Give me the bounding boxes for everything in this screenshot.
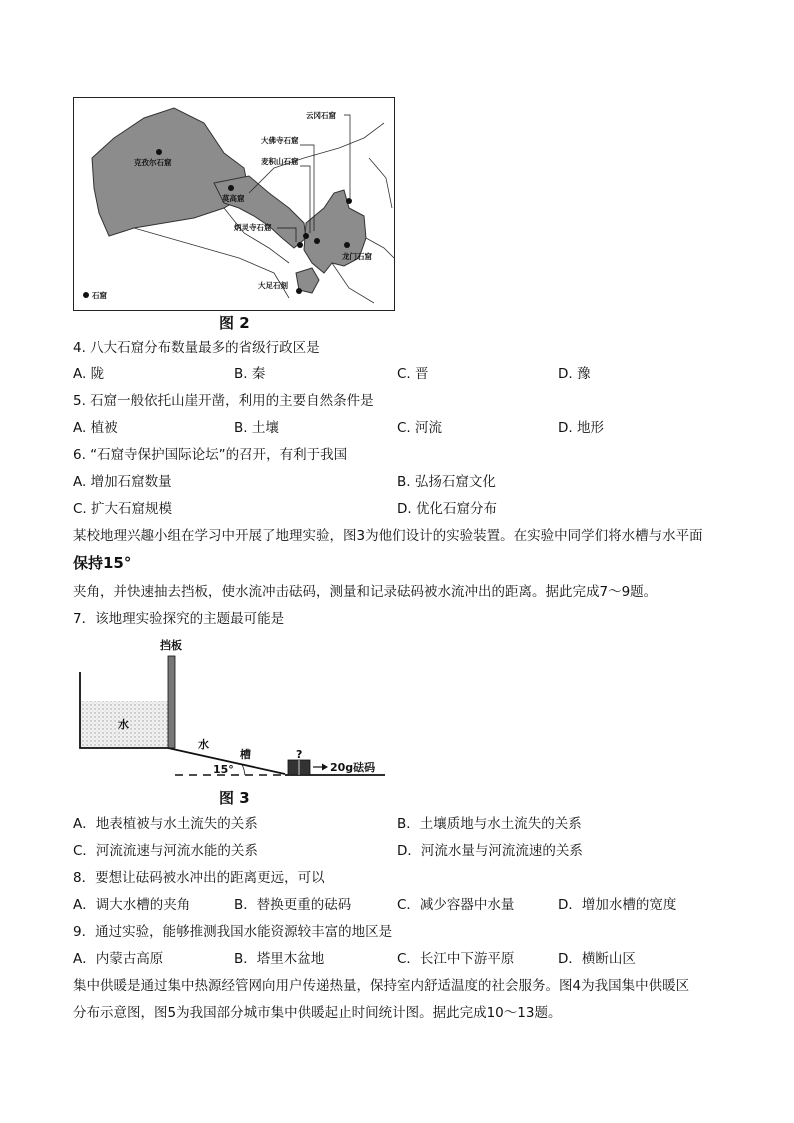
- figure3-label: 图 3: [219, 789, 250, 807]
- q6-stem: 6. “石窟寺保护国际论坛”的召开，有利于我国: [73, 447, 348, 463]
- baffle: [168, 656, 175, 748]
- q6-option-a[interactable]: A. 增加石窟数量: [73, 474, 172, 490]
- q9-stem: 9．通过实验，能够推测我国水能资源较丰富的地区是: [73, 924, 393, 940]
- baffle-label: 挡板: [160, 639, 182, 652]
- legend-label: 石窟: [92, 291, 107, 300]
- mogao-label: 莫高窟: [222, 194, 245, 203]
- q5-option-b[interactable]: B. 土壤: [234, 420, 279, 436]
- q4-option-c[interactable]: C. 晋: [397, 366, 429, 382]
- trough-label-1: 水: [198, 738, 209, 751]
- trough-label-2: 槽: [240, 748, 251, 761]
- mark-label: ?: [296, 748, 303, 761]
- q6-option-b[interactable]: B. 弘扬石窟文化: [397, 474, 496, 490]
- figure2-label: 图 2: [219, 314, 250, 332]
- weight-label: 20g砝码: [330, 761, 376, 774]
- q8-option-c[interactable]: C．减少容器中水量: [397, 897, 515, 913]
- q8-option-d[interactable]: D．增加水槽的宽度: [558, 897, 677, 913]
- intro3-line1: 集中供暖是通过集中热源经管网向用户传递热量，保持室内舒适温度的社会服务。图4为我国集中供暖区: [73, 978, 690, 994]
- q8-option-a[interactable]: A．调大水槽的夹角: [73, 897, 191, 913]
- angle-label: 15°: [213, 763, 234, 776]
- grotto-map: [73, 97, 395, 311]
- maijishan-label: 麦积山石窟: [261, 157, 299, 166]
- q9-option-b[interactable]: B．塔里木盆地: [234, 951, 325, 967]
- legend-dot: [83, 292, 89, 298]
- dazu-label: 大足石刻: [258, 281, 288, 290]
- yungang-dot: [346, 198, 352, 204]
- q7-option-c[interactable]: C．河流流速与河流水能的关系: [73, 843, 258, 859]
- intro2-line1: 某校地理兴趣小组在学习中开展了地理实验，图3为他们设计的实验装置。在实验中同学们将水槽与水平面: [73, 528, 703, 544]
- q4-option-d[interactable]: D. 豫: [558, 366, 591, 382]
- q5-option-c[interactable]: C. 河流: [397, 420, 443, 436]
- dazu-dot: [296, 288, 302, 294]
- bingling-label: 炳灵寺石窟: [234, 223, 272, 232]
- maijishan-dot: [314, 238, 320, 244]
- q9-option-d[interactable]: D．横断山区: [558, 951, 636, 967]
- kezier-dot: [156, 149, 162, 155]
- q5-option-a[interactable]: A. 植被: [73, 420, 118, 436]
- longmen-label: 龙门石窟: [342, 252, 372, 261]
- intro2-line3: 夹角，并快速抽去挡板，使水流冲击砝码，测量和记录砝码被水流冲出的距离。据此完成7～9题。: [73, 584, 658, 600]
- q7-option-d[interactable]: D．河流水量与河流流速的关系: [397, 843, 583, 859]
- q5-option-d[interactable]: D. 地形: [558, 420, 604, 436]
- q7-option-a[interactable]: A．地表植被与水土流失的关系: [73, 816, 258, 832]
- kezier-label: 克孜尔石窟: [134, 158, 172, 167]
- q4-option-a[interactable]: A. 陇: [73, 366, 105, 382]
- water-label: 水: [118, 718, 129, 731]
- q6-option-c[interactable]: C. 扩大石窟规模: [73, 501, 173, 517]
- q6-option-d[interactable]: D. 优化石窟分布: [397, 501, 497, 517]
- arrow-head: [322, 764, 328, 771]
- q5-stem: 5. 石窟一般依托山崖开凿，利用的主要自然条件是: [73, 393, 374, 409]
- longmen-dot: [344, 242, 350, 248]
- q8-stem: 8．要想让砝码被水冲出的距离更远，可以: [73, 870, 325, 886]
- q4-option-b[interactable]: B. 秦: [234, 366, 266, 382]
- bingling-dot: [297, 242, 303, 248]
- q7-stem: 7．该地理实验探究的主题最可能是: [73, 611, 285, 627]
- gansu-region: [214, 176, 306, 248]
- dafosi-dot: [303, 233, 309, 239]
- intro2-line2: 保持15°: [73, 554, 132, 572]
- mogao-dot: [228, 185, 234, 191]
- dafosi-label: 大佛寺石窟: [261, 136, 299, 145]
- q4-stem: 4. 八大石窟分布数量最多的省级行政区是: [73, 340, 320, 356]
- xinjiang-region: [92, 108, 249, 236]
- q9-option-a[interactable]: A．内蒙古高原: [73, 951, 164, 967]
- q7-option-b[interactable]: B．土壤质地与水土流失的关系: [397, 816, 582, 832]
- q8-option-b[interactable]: B．替换更重的砝码: [234, 897, 352, 913]
- map-svg: [74, 98, 394, 310]
- yungang-label: 云冈石窟: [306, 111, 336, 120]
- intro3-line2: 分布示意图，图5为我国部分城市集中供暖起止时间统计图。据此完成10～13题。: [73, 1005, 562, 1021]
- q9-option-c[interactable]: C．长江中下游平原: [397, 951, 515, 967]
- experiment-diagram: [70, 636, 400, 786]
